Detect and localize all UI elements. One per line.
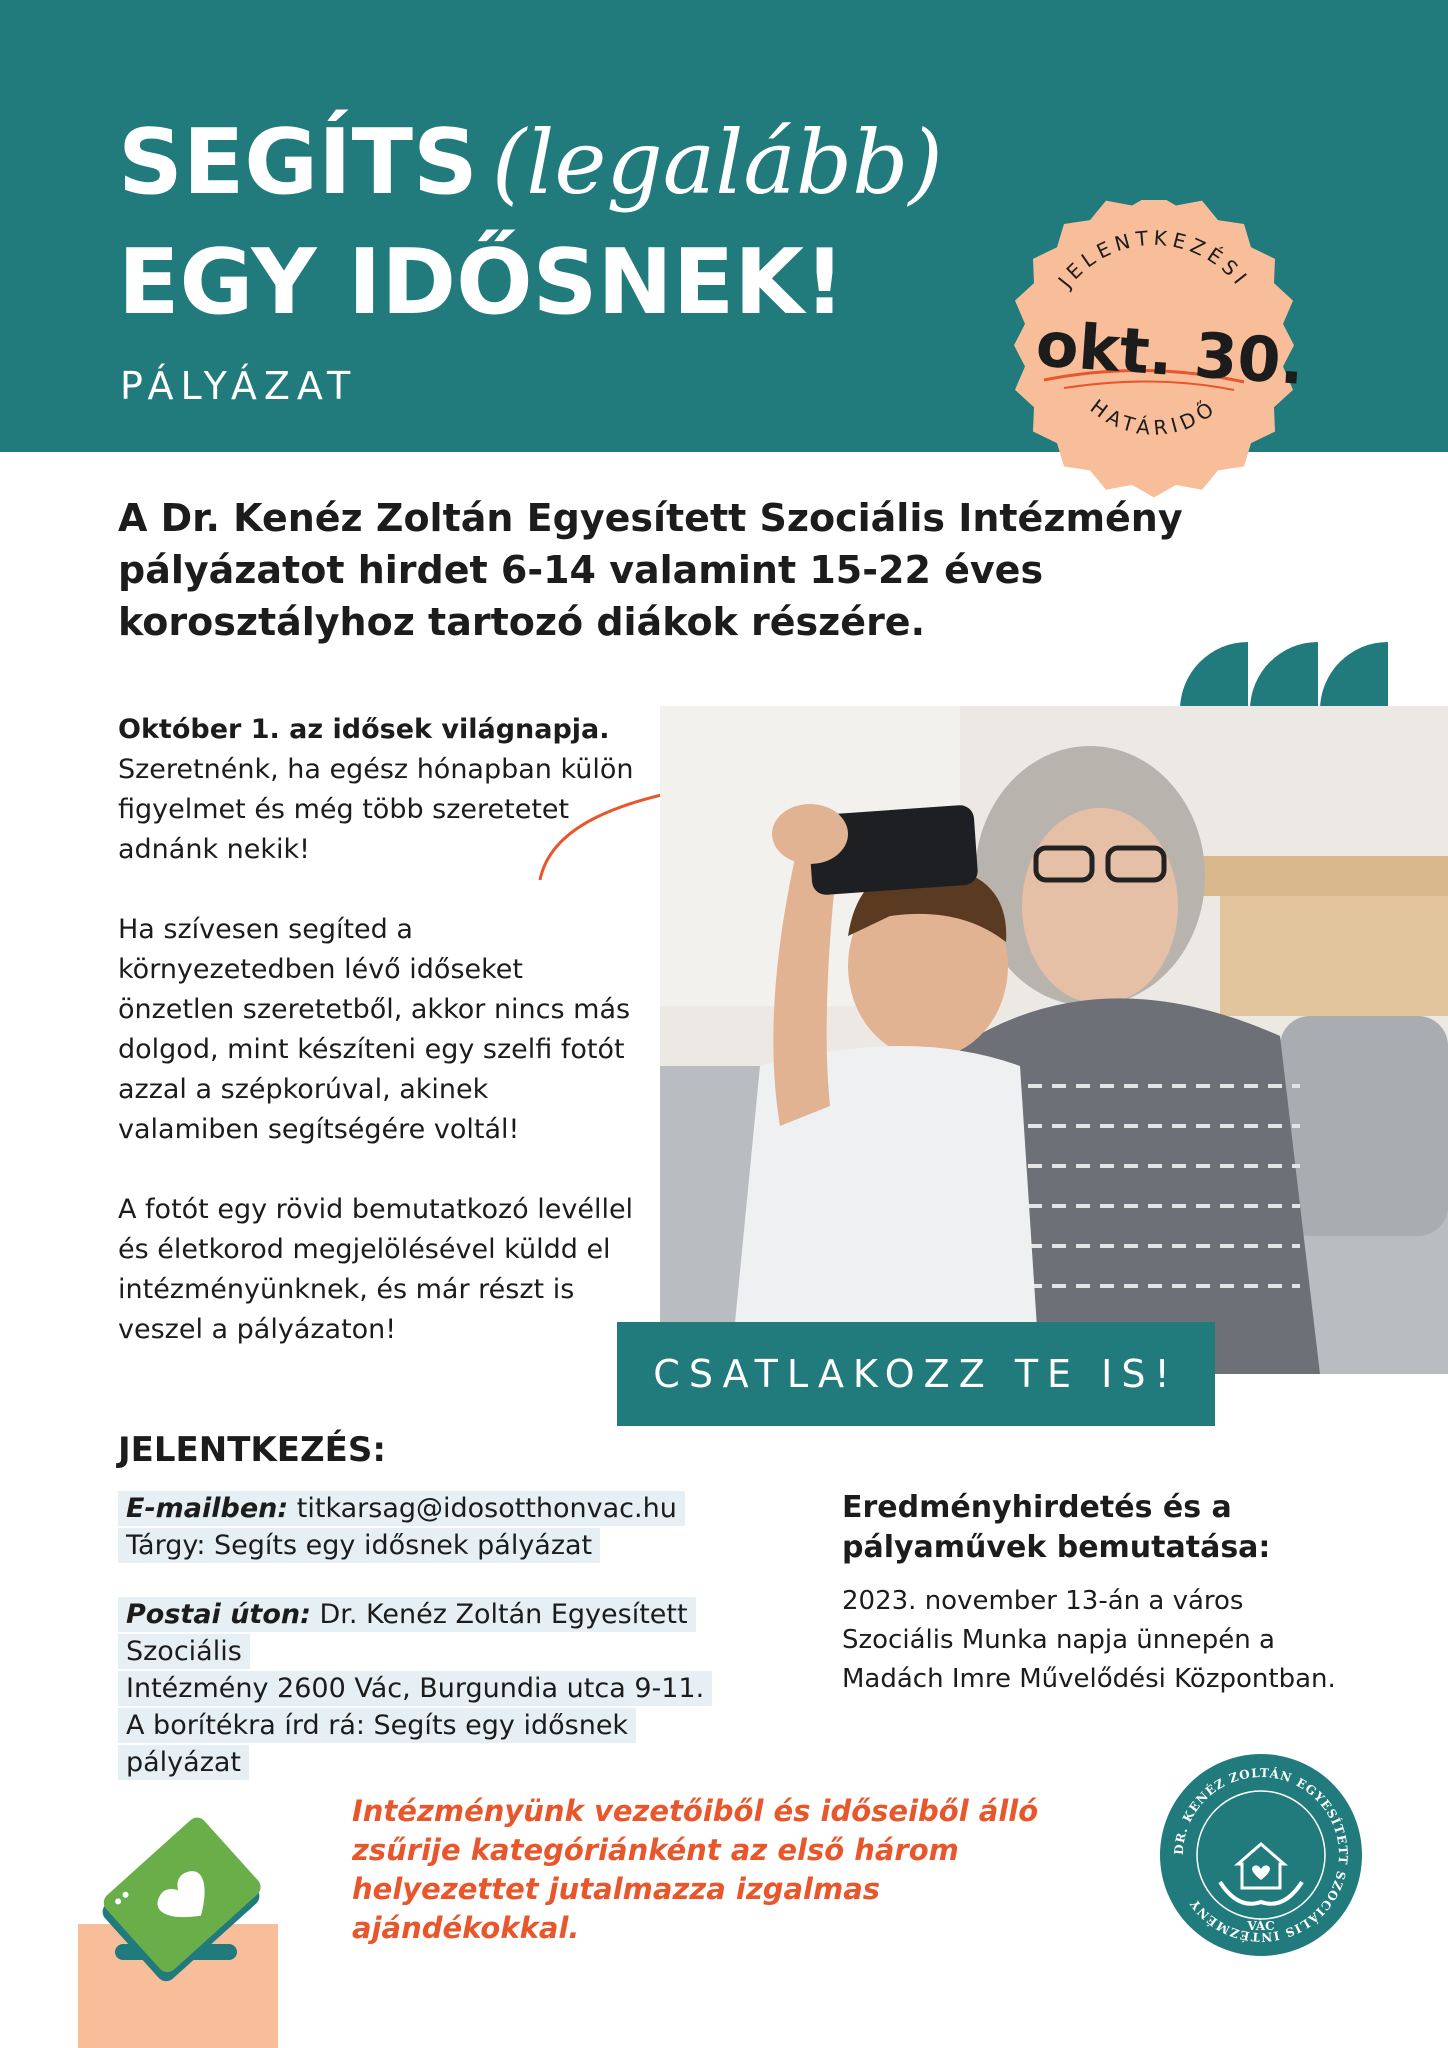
join-button[interactable]: CSATLAKOZZ TE IS! [617, 1322, 1215, 1426]
post-line-1 [118, 1597, 696, 1669]
page-title-line-2: EGY IDŐSNEK! [118, 230, 845, 335]
jury-text: Intézményünk vezetőiből és időseiből álló zsűrije kategóriánként az első három helyezettet jutalmazza izgalmas ajándékokkal. [352, 1794, 1039, 1945]
results-heading: Eredményhirdetés és a pályaművek bemutatása: [842, 1490, 1271, 1565]
post-label: Postai úton: [126, 1599, 311, 1630]
title-italic: (legalább) [491, 111, 943, 214]
email-block [118, 1490, 758, 1564]
paragraph-3: A fotót egy rövid bemutatkozó levéllel és életkorod megjelölésével küldd el intézményünknek, és már részt is veszel a pályázaton! [118, 1194, 634, 1345]
intro-text: A Dr. Kenéz Zoltán Egyesített Szociális Intézmény pályázatot hirdet 6-14 valamint 15-22 éves korosztályhoz tartozó diákok részére. [118, 496, 1183, 644]
paragraph-2: Ha szívesen segíted a környezetedben lévő időseket önzetlen szeretetből, akkor nincs más dolgod, mint készíteni egy szelfi fotót azzal a szépkorúval, akinek valamiben segítségére voltál! [118, 914, 631, 1145]
institution-logo [1158, 1752, 1364, 1958]
post-block [118, 1596, 758, 1781]
deadline-date: okt. 30. [1033, 307, 1307, 399]
subtitle: PÁLYÁZAT [120, 364, 358, 408]
paragraph-1-bold: Október 1. az idősek világnapja. [118, 714, 610, 745]
title-main: SEGÍTS [118, 110, 478, 215]
badge-bottom-text: HATÁRIDŐ [1085, 394, 1223, 441]
logo-city: VÁC [1247, 1919, 1275, 1933]
email-line [118, 1491, 685, 1526]
email-label: E-mailben: [126, 1493, 289, 1524]
ballot-box-icon [70, 1814, 292, 2048]
selfie-photo [660, 706, 1448, 1374]
post-envelope: A borítékra írd rá: Segíts egy idősnek pályázat [118, 1708, 636, 1780]
post-address-2: Intézmény 2600 Vác, Burgundia utca 9-11. [118, 1671, 712, 1706]
logo-ring-text: DR. KENÉZ ZOLTÁN EGYESÍTETT SZOCIÁLIS INTÉZMÉNY [1171, 1765, 1351, 1945]
paragraph-1-text: Szeretnénk, ha egész hónapban külön figyelmet és még több szeretetet adnánk nekik! [118, 754, 634, 865]
page-title-line-1 [118, 110, 943, 215]
badge-top-text: JELENTKEZÉSI [1053, 225, 1255, 293]
post-address-1: Dr. Kenéz Zoltán Egyesített Szociális [126, 1599, 688, 1667]
results-text: 2023. november 13-án a város Szociális Munka napja ünnepén a Madách Imre Művelődési Központban. [842, 1586, 1336, 1694]
email-subject: Tárgy: Segíts egy idősnek pályázat [118, 1528, 600, 1563]
email-address[interactable]: titkarsag@idosotthonvac.hu [296, 1493, 677, 1524]
application-heading: JELENTKEZÉS: [118, 1430, 386, 1470]
